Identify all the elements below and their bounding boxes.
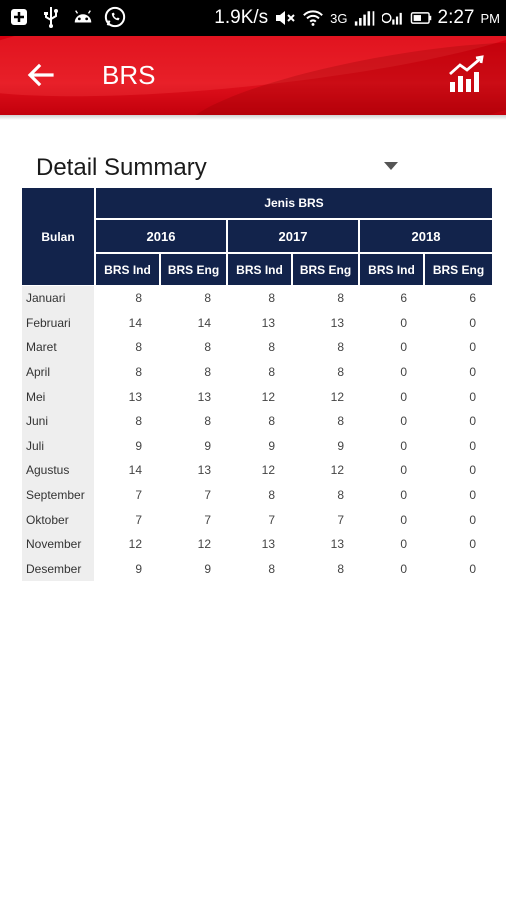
value-cell: 0 xyxy=(469,537,476,552)
whatsapp-icon xyxy=(104,6,126,28)
value-cell: 8 xyxy=(135,291,142,306)
value-cell: 9 xyxy=(204,561,211,576)
value-cell: 0 xyxy=(400,561,407,576)
month-cell: Desember xyxy=(22,557,94,582)
chart-icon xyxy=(448,54,486,94)
table-row xyxy=(22,311,492,336)
month-cell: Februari xyxy=(22,311,94,336)
network-type: 3G xyxy=(330,10,348,26)
app-bar xyxy=(0,36,506,115)
network-speed: 1.9K/s xyxy=(214,7,269,28)
value-cell: 8 xyxy=(204,291,211,306)
value-cell: 0 xyxy=(469,414,476,429)
value-cell: 7 xyxy=(268,512,275,527)
value-cell: 6 xyxy=(400,291,407,306)
value-cell: 8 xyxy=(204,365,211,380)
table-row xyxy=(22,434,492,459)
battery-icon xyxy=(410,7,432,29)
clock: 2:27 xyxy=(437,7,475,28)
value-cell: 8 xyxy=(135,414,142,429)
value-cell: 13 xyxy=(261,315,275,330)
table-row xyxy=(22,532,492,557)
value-cell: 6 xyxy=(469,291,476,306)
value-cell: 0 xyxy=(469,365,476,380)
value-cell: 12 xyxy=(197,537,211,552)
value-cell: 0 xyxy=(469,561,476,576)
dropdown-selected: Detail Summary xyxy=(36,154,207,181)
table-row xyxy=(22,557,492,582)
value-cell: 8 xyxy=(268,488,275,503)
value-cell: 8 xyxy=(135,340,142,355)
month-cell: Oktober xyxy=(22,507,94,532)
value-cell: 0 xyxy=(469,463,476,478)
header-year-2017: 2017 xyxy=(228,220,358,252)
value-cell: 8 xyxy=(204,340,211,355)
value-cell: 7 xyxy=(204,512,211,527)
month-cell: Agustus xyxy=(22,458,94,483)
header-year-2018: 2018 xyxy=(360,220,492,252)
value-cell: 0 xyxy=(469,315,476,330)
value-cell: 9 xyxy=(135,438,142,453)
month-cell: November xyxy=(22,532,94,557)
value-cell: 14 xyxy=(197,315,211,330)
value-cell: 0 xyxy=(469,512,476,527)
month-cell: Juli xyxy=(22,434,94,459)
table-row xyxy=(22,286,492,311)
value-cell: 9 xyxy=(204,438,211,453)
value-cell: 8 xyxy=(337,488,344,503)
header-year-2016: 2016 xyxy=(96,220,226,252)
subheader-2017-eng: BRS Eng xyxy=(293,254,358,285)
month-cell: Januari xyxy=(22,286,94,311)
value-cell: 0 xyxy=(469,488,476,503)
value-cell: 7 xyxy=(135,488,142,503)
value-cell: 8 xyxy=(268,365,275,380)
value-cell: 12 xyxy=(261,463,275,478)
table-row xyxy=(22,507,492,532)
value-cell: 9 xyxy=(135,561,142,576)
page-title: BRS xyxy=(102,60,156,90)
value-cell: 8 xyxy=(268,291,275,306)
value-cell: 9 xyxy=(268,438,275,453)
value-cell: 0 xyxy=(400,488,407,503)
value-cell: 12 xyxy=(330,463,344,478)
value-cell: 0 xyxy=(400,340,407,355)
value-cell: 8 xyxy=(268,340,275,355)
signal2-icon xyxy=(382,7,404,29)
add-box-icon xyxy=(8,6,30,28)
signal-icon xyxy=(354,7,376,29)
value-cell: 8 xyxy=(337,414,344,429)
value-cell: 0 xyxy=(400,537,407,552)
month-cell: Juni xyxy=(22,409,94,434)
table-row xyxy=(22,384,492,409)
value-cell: 0 xyxy=(400,512,407,527)
usb-icon xyxy=(40,6,62,28)
value-cell: 8 xyxy=(135,365,142,380)
table-row xyxy=(22,483,492,508)
value-cell: 7 xyxy=(135,512,142,527)
month-cell: Maret xyxy=(22,335,94,360)
value-cell: 0 xyxy=(400,463,407,478)
value-cell: 8 xyxy=(268,561,275,576)
table-row xyxy=(22,409,492,434)
table-row xyxy=(22,458,492,483)
value-cell: 0 xyxy=(400,414,407,429)
back-button[interactable] xyxy=(24,58,58,92)
subheader-2016-eng: BRS Eng xyxy=(161,254,226,285)
value-cell: 8 xyxy=(268,414,275,429)
month-cell: September xyxy=(22,483,94,508)
value-cell: 0 xyxy=(400,315,407,330)
value-cell: 8 xyxy=(337,365,344,380)
value-cell: 7 xyxy=(337,512,344,527)
value-cell: 7 xyxy=(204,488,211,503)
wifi-icon xyxy=(302,7,324,29)
value-cell: 13 xyxy=(197,463,211,478)
subheader-2018-ind: BRS Ind xyxy=(360,254,423,285)
value-cell: 8 xyxy=(204,414,211,429)
value-cell: 12 xyxy=(128,537,142,552)
value-cell: 0 xyxy=(469,438,476,453)
table-row xyxy=(22,335,492,360)
value-cell: 13 xyxy=(261,537,275,552)
value-cell: 9 xyxy=(337,438,344,453)
notification-icons xyxy=(8,6,126,28)
value-cell: 0 xyxy=(400,365,407,380)
status-indicators xyxy=(214,0,500,36)
subheader-2016-ind: BRS Ind xyxy=(96,254,159,285)
value-cell: 13 xyxy=(128,389,142,404)
subheader-2018-eng: BRS Eng xyxy=(425,254,492,285)
value-cell: 8 xyxy=(337,340,344,355)
value-cell: 8 xyxy=(337,561,344,576)
value-cell: 13 xyxy=(330,537,344,552)
value-cell: 13 xyxy=(330,315,344,330)
subheader-2017-ind: BRS Ind xyxy=(228,254,291,285)
month-cell: April xyxy=(22,360,94,385)
value-cell: 14 xyxy=(128,463,142,478)
value-cell: 14 xyxy=(128,315,142,330)
dropdown-arrow-icon xyxy=(384,162,398,170)
value-cell: 0 xyxy=(400,438,407,453)
clock-ampm: PM xyxy=(480,10,500,26)
value-cell: 13 xyxy=(197,389,211,404)
chart-button[interactable] xyxy=(448,54,486,94)
month-cell: Mei xyxy=(22,384,94,409)
value-cell: 0 xyxy=(469,340,476,355)
mute-icon xyxy=(274,7,296,29)
value-cell: 0 xyxy=(469,389,476,404)
value-cell: 12 xyxy=(330,389,344,404)
arrow-back-icon xyxy=(24,58,58,92)
value-cell: 8 xyxy=(337,291,344,306)
header-jenis-brs: Jenis BRS xyxy=(96,188,492,218)
summary-dropdown[interactable] xyxy=(36,150,406,186)
android-icon xyxy=(72,6,94,28)
value-cell: 12 xyxy=(261,389,275,404)
status-bar xyxy=(0,0,506,36)
value-cell: 0 xyxy=(400,389,407,404)
header-bulan: Bulan xyxy=(22,188,94,285)
table-row xyxy=(22,360,492,385)
